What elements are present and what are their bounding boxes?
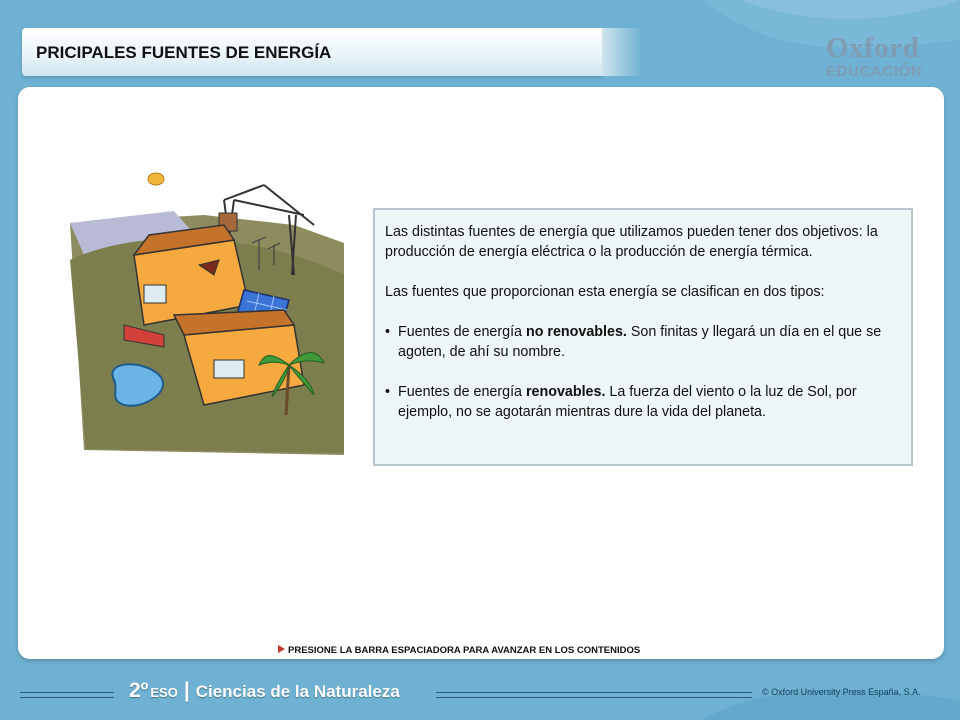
logo-subtitle: EDUCACIÓN <box>826 63 923 80</box>
list-item: • Fuentes de energía renovables. La fuerza del viento o la luz de Sol, por ejemplo, no se agotarán mientras dure la vida del planeta. <box>385 384 857 420</box>
logo-brand: Oxford <box>826 32 920 64</box>
copyright-notice: © Oxford University Press España, S.A. <box>762 687 921 697</box>
course-subject: Ciencias de la Naturaleza <box>195 682 400 701</box>
intro-paragraph: Las distintas fuentes de energía que utilizamos pueden tener dos objetivos: la producción de energía eléctrica o la producción de energía térmica. <box>385 224 878 260</box>
classification-paragraph: Las fuentes que proporcionan esta energía se clasifican en dos tipos: <box>385 284 825 300</box>
play-arrow-icon <box>278 645 285 653</box>
bullet-icon: • <box>385 324 391 340</box>
course-grade: 2º <box>129 679 149 702</box>
page-title: PRICIPALES FUENTES DE ENERGÍA <box>36 43 332 62</box>
advance-hint[interactable]: PRESIONE LA BARRA ESPACIADORA PARA AVANZAR EN LOS CONTENIDOS <box>278 645 640 656</box>
info-text <box>385 222 895 422</box>
info-box <box>373 208 913 466</box>
course-separator: | <box>183 679 190 702</box>
list-item: • Fuentes de energía no renovables. Son finitas y llegará un día en el que se agoten, de ahí su nombre. <box>385 324 882 360</box>
house-energy-illustration <box>64 165 348 460</box>
footer-divider-right <box>436 692 752 698</box>
bullet-icon: • <box>385 384 391 400</box>
sun-icon <box>148 173 164 185</box>
oxford-logo <box>826 34 922 80</box>
course-level: ESO <box>150 685 178 700</box>
course-label <box>129 679 400 703</box>
footer-divider-left <box>20 692 114 698</box>
